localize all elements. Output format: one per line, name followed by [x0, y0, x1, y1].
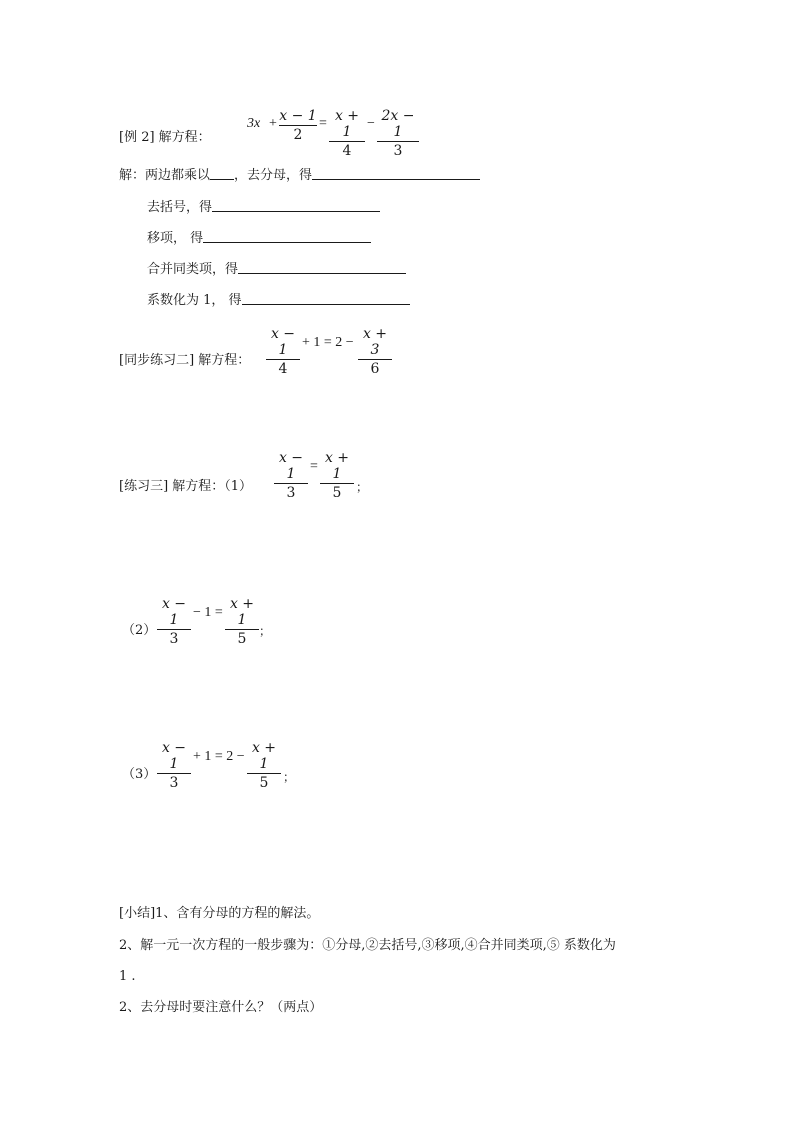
eq-middle: + 1 = 2 −	[302, 335, 354, 350]
fraction	[247, 740, 281, 791]
eq-operator: +	[269, 116, 277, 131]
solution-text: 解：两边都乘以	[119, 168, 211, 183]
solution-step-3	[147, 229, 371, 247]
numerator: x − 1	[270, 326, 296, 358]
eq-middle: + 1 = 2 −	[193, 749, 245, 764]
numerator: x − 1	[161, 740, 187, 772]
fraction	[157, 596, 191, 647]
summary-line-2: 2、解一元一次方程的一般步骤为：①分母,②去括号,③移项,④合并同类项,⑤ 系数化为	[119, 938, 616, 953]
fraction	[279, 108, 317, 143]
numerator: 2x − 1	[381, 108, 415, 140]
step-text: 去括号，得	[147, 200, 213, 215]
fraction	[377, 108, 419, 159]
denominator: 3	[393, 143, 403, 159]
numerator: x + 1	[229, 596, 255, 628]
fraction	[157, 740, 191, 791]
denominator: 4	[278, 361, 288, 377]
denominator: 5	[237, 631, 247, 647]
blank-line[interactable]	[242, 291, 410, 305]
numerator: x + 3	[362, 326, 388, 358]
blank-line[interactable]	[212, 198, 380, 212]
denominator: 5	[259, 775, 269, 791]
fraction	[274, 450, 308, 501]
denominator: 3	[286, 485, 296, 501]
denominator: 4	[342, 143, 352, 159]
numerator: x − 1	[278, 450, 304, 482]
step-text: 合并同类项，得	[147, 262, 239, 277]
denominator: 3	[169, 631, 179, 647]
practice3-item-2-label: （2）	[122, 623, 157, 638]
semicolon: ；	[259, 624, 272, 638]
denominator: 6	[370, 361, 380, 377]
denominator: 5	[332, 485, 342, 501]
practice3-equation-2	[157, 596, 277, 647]
blank-line[interactable]	[203, 229, 371, 243]
numerator: x + 1	[251, 740, 277, 772]
practice3-equation-1	[274, 450, 374, 501]
solution-step-4	[147, 260, 406, 278]
solution-step-5	[147, 291, 410, 309]
fraction	[320, 450, 354, 501]
numerator: x − 1	[161, 596, 187, 628]
summary-line-4: 2、去分母时要注意什么？（两点）	[119, 1000, 323, 1015]
eq-middle: − 1 =	[193, 605, 223, 620]
fraction	[358, 326, 392, 377]
fraction	[329, 108, 365, 159]
eq-operator: −	[367, 116, 375, 131]
practice3-item-3-label: （3）	[122, 767, 157, 782]
example2-equation	[247, 104, 415, 159]
blank-line[interactable]	[312, 166, 480, 180]
example2-label: [例 2] 解方程：	[119, 130, 211, 145]
numerator: x − 1	[279, 108, 317, 124]
practice3-label: [练习三] 解方程：（1）	[119, 479, 253, 494]
step-text: 系数化为 1， 得	[147, 293, 242, 308]
denominator: 3	[169, 775, 179, 791]
blank-line[interactable]	[210, 166, 234, 180]
solution-line-1	[119, 166, 480, 184]
solution-text: ，去分母，得	[234, 168, 313, 183]
numerator: x + 1	[324, 450, 350, 482]
eq-equals: =	[310, 459, 318, 474]
eq-equals: =	[319, 116, 327, 131]
step-text: 移项， 得	[147, 231, 204, 246]
semicolon: ；	[356, 480, 369, 494]
practice2-equation	[266, 326, 406, 377]
summary-line-1: [小结]1、含有分母的方程的解法。	[119, 906, 320, 921]
numerator: x + 1	[334, 108, 360, 140]
denominator: 2	[293, 127, 303, 143]
practice2-label: [同步练习二] 解方程：	[119, 353, 251, 368]
solution-step-2	[147, 198, 380, 216]
practice3-equation-3	[157, 740, 307, 791]
semicolon: ；	[283, 770, 296, 784]
fraction	[225, 596, 259, 647]
summary-line-3: 1 .	[119, 969, 136, 984]
blank-line[interactable]	[238, 260, 406, 274]
fraction	[266, 326, 300, 377]
eq-term: 3x	[247, 116, 261, 131]
